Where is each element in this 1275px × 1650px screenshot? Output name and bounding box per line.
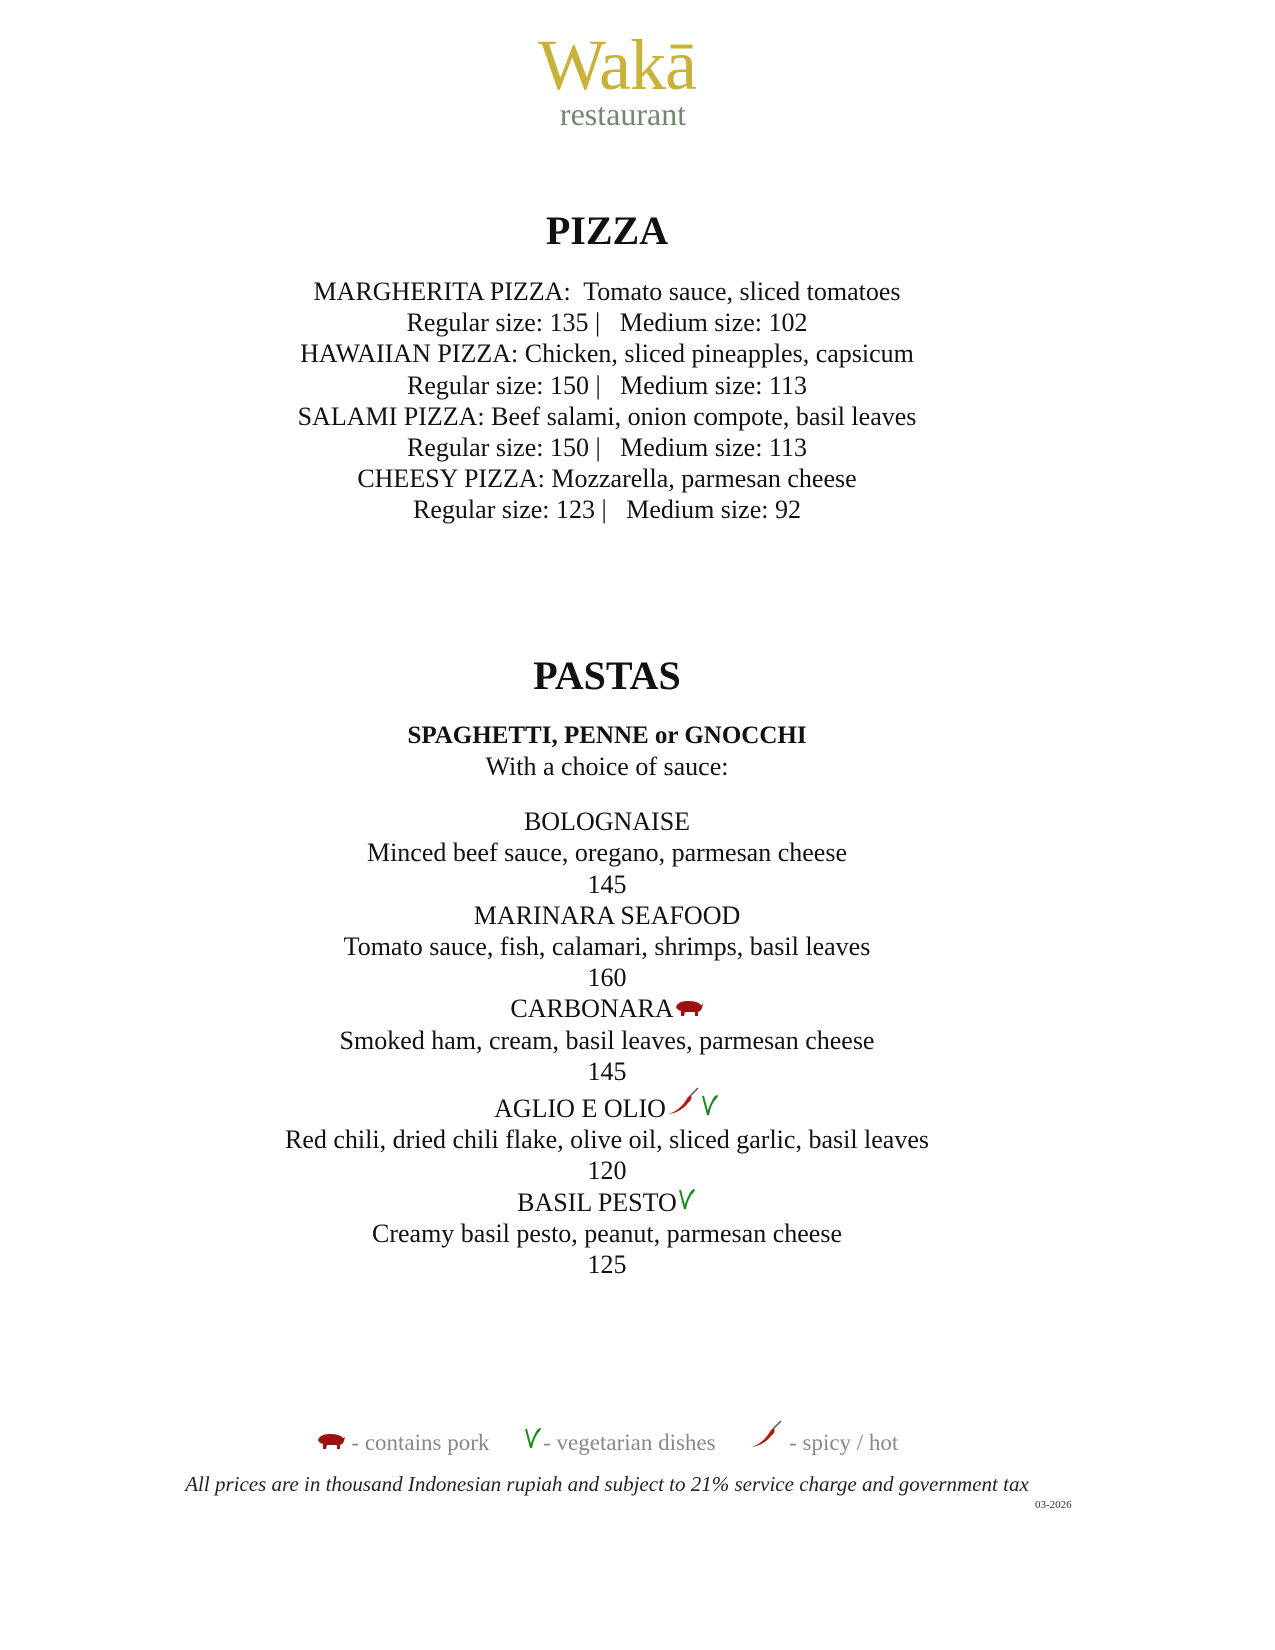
pasta-name-text: AGLIO E OLIO xyxy=(494,1094,666,1124)
vegetarian-icon xyxy=(677,1187,697,1218)
logo-subtitle: restaurant xyxy=(559,96,687,132)
pastas-choice: With a choice of sauce: xyxy=(485,752,729,781)
pastas-title: PASTAS xyxy=(533,653,681,698)
logo xyxy=(0,25,1214,132)
pasta-name xyxy=(0,900,1214,931)
pizza-price-line: Regular size: 123 | Medium size: 92 xyxy=(413,495,801,525)
legend xyxy=(0,1420,1214,1456)
pasta-name xyxy=(0,1087,1214,1124)
pork-icon xyxy=(316,1430,346,1456)
pasta-name-text: MARINARA SEAFOOD xyxy=(473,900,741,930)
pizza-price-line: Regular size: 135 | Medium size: 102 xyxy=(406,308,808,338)
pasta-name xyxy=(0,806,1214,837)
pasta-price: 120 xyxy=(587,1156,627,1186)
pasta-name-text: BOLOGNAISE xyxy=(523,807,691,837)
legend-spicy: - spicy / hot xyxy=(789,1430,899,1455)
pizza-item-line: HAWAIIAN PIZZA: Chicken, sliced pineapples, capsicum xyxy=(300,339,914,369)
pizza-item-line: CHEESY PIZZA: Mozzarella, parmesan cheese xyxy=(357,464,857,494)
pizza-item-line: MARGHERITA PIZZA: Tomato sauce, sliced tomatoes xyxy=(313,277,901,306)
pasta-description: Minced beef sauce, oregano, parmesan cheese xyxy=(366,838,848,868)
pasta-description: Red chili, dried chili flake, olive oil, sliced garlic, basil leaves xyxy=(284,1125,930,1155)
pizza-price-line: Regular size: 150 | Medium size: 113 xyxy=(407,370,807,400)
pasta-description: Creamy basil pesto, peanut, parmesan cheese xyxy=(372,1218,842,1248)
pasta-name-text: CARBONARA xyxy=(510,994,674,1024)
logo-name: Wakā xyxy=(537,25,697,105)
chili-icon xyxy=(666,1087,700,1124)
vegetarian-icon xyxy=(700,1093,720,1124)
price-note: All prices are in thousand Indonesian rupiah and subject to 21% service charge and government tax xyxy=(185,1472,1029,1496)
pasta-name xyxy=(0,993,1214,1024)
legend-pork: - contains pork xyxy=(351,1430,490,1455)
pasta-price: 160 xyxy=(587,963,627,993)
pasta-price: 145 xyxy=(587,869,627,899)
pasta-name xyxy=(0,1187,1214,1218)
pastas-section xyxy=(0,653,1214,1280)
pasta-description: Smoked ham, cream, basil leaves, parmesan cheese xyxy=(339,1025,875,1055)
pasta-description: Tomato sauce, fish, calamari, shrimps, basil leaves xyxy=(343,932,871,962)
pastas-subtitle: SPAGHETTI, PENNE or GNOCCHI xyxy=(407,722,807,749)
menu-code: 03-2026 xyxy=(1035,1499,1072,1511)
pasta-price: 125 xyxy=(587,1250,627,1280)
pizza-section xyxy=(0,208,1214,526)
chili-icon xyxy=(749,1420,783,1456)
legend-vegetarian: - vegetarian dishes xyxy=(543,1430,716,1455)
pasta-price: 145 xyxy=(587,1056,627,1086)
pizza-item-line: SALAMI PIZZA: Beef salami, onion compote, basil leaves xyxy=(297,401,917,431)
pizza-price-line: Regular size: 150 | Medium size: 113 xyxy=(407,433,807,463)
pork-icon xyxy=(674,993,704,1024)
pizza-title: PIZZA xyxy=(545,208,669,253)
vegetarian-icon xyxy=(523,1426,543,1456)
pasta-name-text: BASIL PESTO xyxy=(517,1187,677,1217)
